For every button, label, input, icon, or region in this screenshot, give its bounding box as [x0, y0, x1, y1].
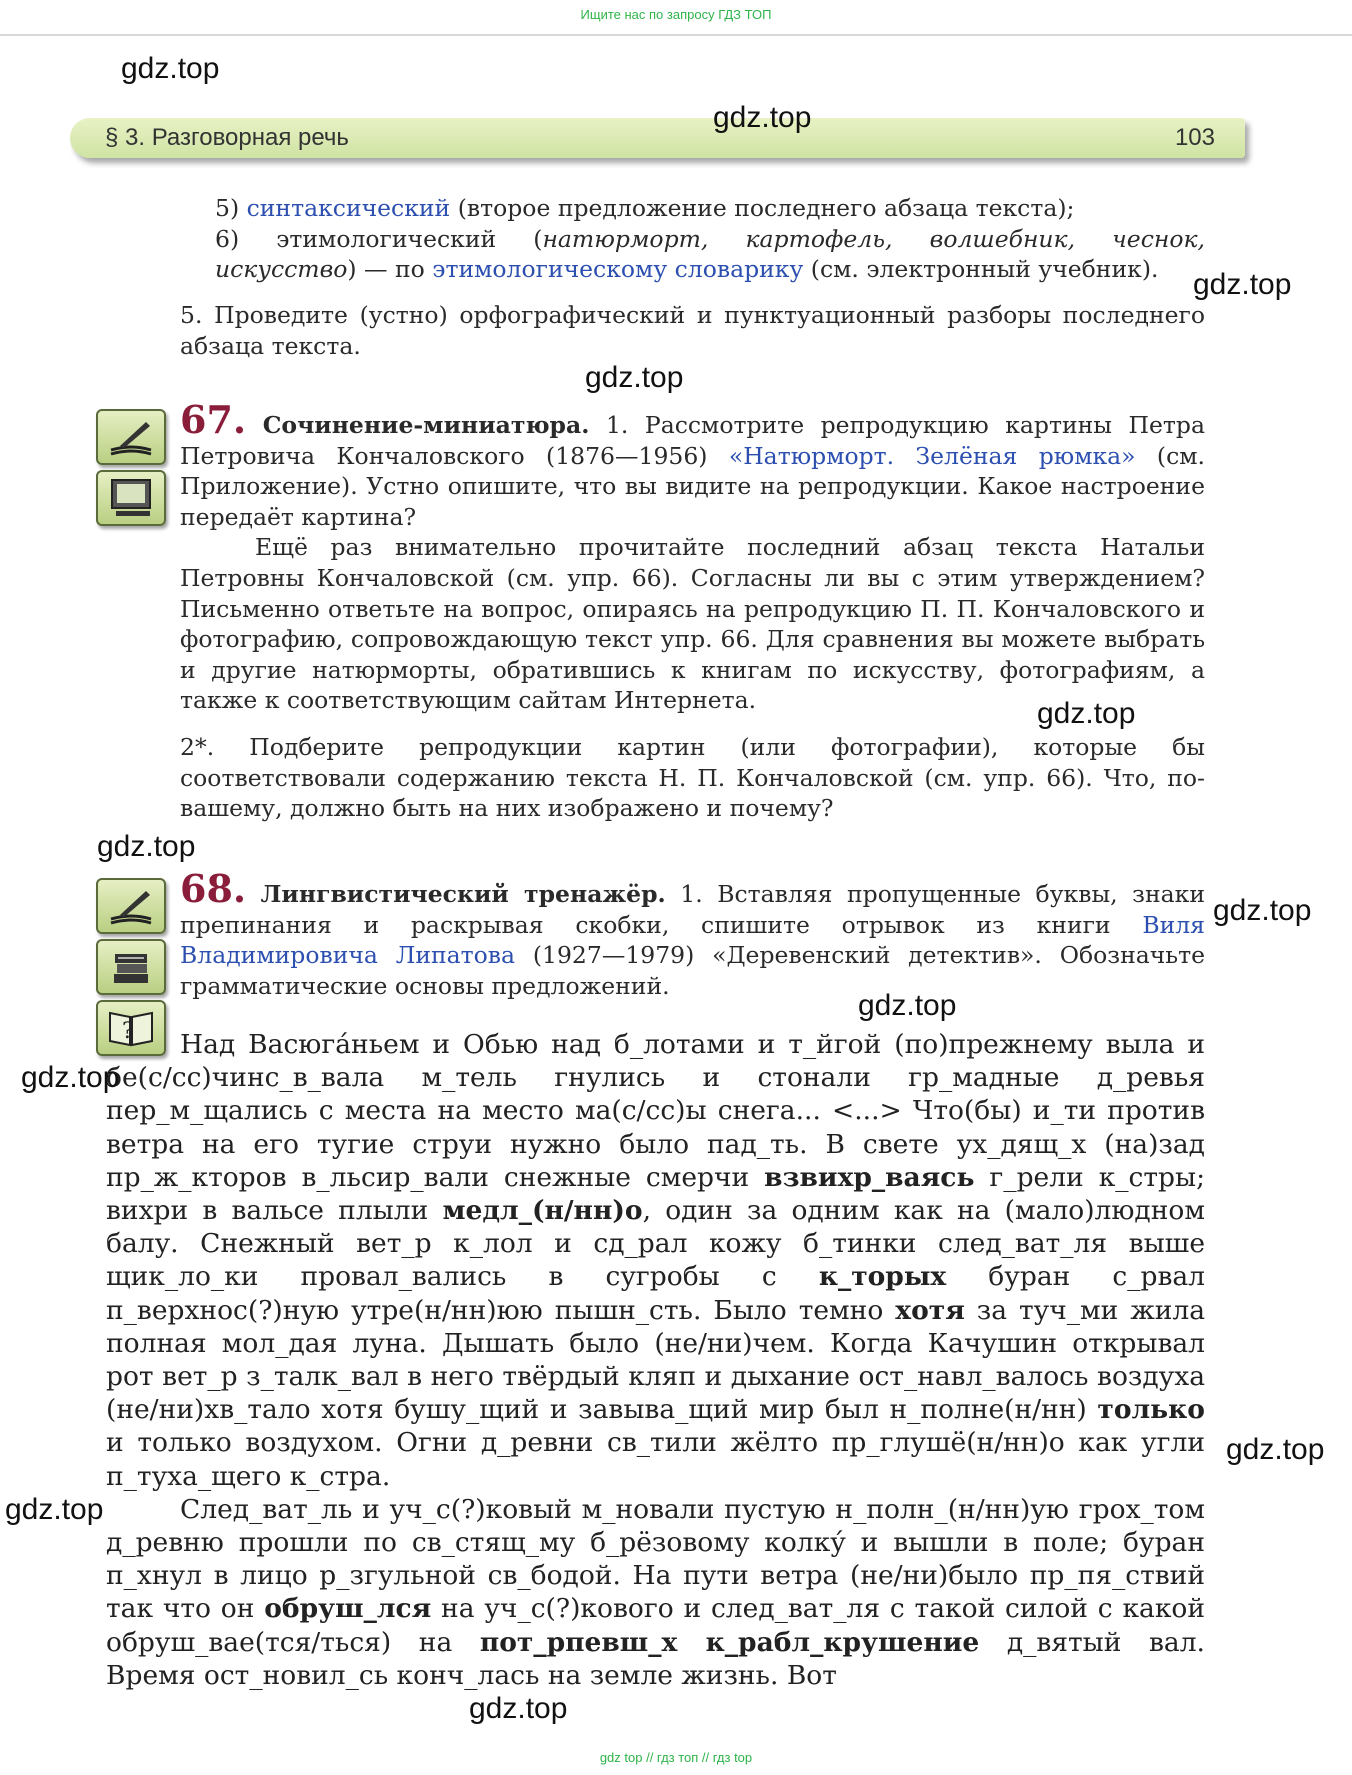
watermark: gdz.top: [21, 1061, 120, 1094]
footer-links[interactable]: gdz top // гдз топ // гдз top: [599, 1750, 753, 1765]
ex67-task2: 2*. Подберите репродукции картин (или фотографии), которые бы соответствовали содержанию текста Н. П. Кончаловской (см. упр. 66). Что, по-вашему, должно быть на них изображено и почему?: [180, 732, 1205, 823]
watermark: gdz.top: [469, 1692, 568, 1725]
watermark: gdz.top: [713, 101, 812, 134]
ex67-task1: 67. Сочинение-миниатюра. 1. Рассмотрите репродукцию картины Петра Петровича Кончаловского (1876—1956) «Натюрморт. Зелёная рюмка» (см. Приложение). Устно опишите, что вы видите на репродукции. Какое настроение передаёт картина?: [180, 397, 1205, 531]
page-number: 103: [1174, 124, 1215, 151]
dictation-text: [106, 1028, 1205, 1692]
intro-items: [215, 193, 1205, 285]
top-banner-text[interactable]: Ищите нас по запросу ГДЗ ТОП: [580, 7, 772, 22]
ex67-paragraph: Ещё раз внимательно прочитайте последний абзац текста Натальи Петровны Кончаловской (см. упр. 66). Согласны ли вы с этим утверждением? Письменно ответьте на вопрос, опираясь на репродукцию П. П. Кончаловского и фотографию, сопровождающую текст упр. 66. Для сравнения вы можете выбрать и другие натюрморты, обратившись к книгам по искусству, фотографиям, а также к соответствующим сайтам Интернета.: [180, 533, 1205, 715]
watermark: gdz.top: [1226, 1433, 1325, 1466]
section-title: § 3. Разговорная речь: [105, 124, 349, 151]
watermark: gdz.top: [121, 52, 220, 85]
section-header: [70, 118, 1245, 158]
exercise-67: [180, 397, 1205, 824]
watermark: gdz.top: [1193, 268, 1292, 301]
exercise-title: Лингвистический тренажёр.: [260, 880, 666, 908]
watermark: gdz.top: [1037, 697, 1136, 730]
link-painting[interactable]: «Натюрморт. Зелёная рюмка»: [728, 441, 1136, 470]
watermark: gdz.top: [858, 989, 957, 1022]
watermark: gdz.top: [585, 361, 684, 394]
link-syntactic[interactable]: синтаксический: [246, 194, 451, 222]
exercise-title: Сочинение-миниатюра.: [262, 411, 590, 439]
item-6: 6) этимологический (натюрморт, картофель, волшебник, чеснок, искусство) — по этимологическому словарику (см. электронный учебник).: [215, 224, 1205, 284]
writing-icon: [96, 878, 166, 934]
watermark: gdz.top: [1213, 894, 1312, 927]
task-5: 5. Проведите (устно) орфографический и пунктуационный разборы последнего абзаца текста.: [180, 301, 1205, 360]
dictation-paragraph-1: Над Васюга́ньем и Обью над б_лотами и т_йгой (по)прежнему выла и бе(с/сс)чинс_в_вала м_тель гнулись и стонали гр_мадные д_ревья пер_м_щались с места на место ма(с/сс)ы снега... <...> Что(бы) и_ти против ветра на его тугие струи нужно было пад_ть. В свете ух_дящ_х (на)зад пр_ж_кторов в_льсир_вали снежные смерчи взвихр_ваясь г_рели к_стры; вихри в вальсе плыли медл_(н/нн)о, один за одним как на (мало)людном балу. Снежный вет_р к_лол и сд_рал кожу б_тинки след_ват_ля выше щик_ло_ки провал_вались в сугробы с к_торых буран с_рвал п_верхнос(?)ную утре(н/нн)юю пышн_сть. Было темно хотя за туч_ми жила полная мол_дая луна. Дышать было (не/ни)чем. Когда Качушин открывал рот вет_р з_талк_вал в него твёрдый кляп и дыхание ост_навл_валось воздуха (не/ни)хв_тало хотя бушу_щий и завыва_щий мир был н_полне(н/нн) только и только воздухом. Огни д_ревни св_тили жёлто пр_глушё(н/нн)о как угли п_туха_щего к_стра.: [106, 1029, 1206, 1492]
watermark: gdz.top: [5, 1493, 104, 1526]
exercise-number: 67.: [180, 397, 247, 442]
books-icon: [96, 939, 166, 995]
top-banner[interactable]: [0, 0, 1352, 36]
dictation-paragraph-2: След_ват_ль и уч_с(?)ковый м_новали пустую н_полн_(н/нн)ую грох_том д_ревню прошли по св_стящ_му б_рёзовому колку́ и вышли в поле; буран п_хнул в лицо р_згульной св_бодой. На пути ветра (не/ни)было пр_пя_ствий так что он обруш_лся на уч_с(?)кового и след_ват_ля с такой силой с какой обруш_вае(тся/ться) на пот_рпевш_х к_рабл_крушение д_вятый вал. Время ост_новил_сь конч_лась на земле жизнь. Вот: [106, 1493, 1205, 1691]
link-etymology-dictionary[interactable]: этимологическому словарику: [432, 255, 804, 284]
svg-text:?: ?: [122, 1019, 134, 1044]
exercise-68: 68. Лингвистический тренажёр. 1. Вставляя пропущенные буквы, знаки препинания и раскрывая скобки, спишите отрывок из книги Виля Владимировича Липатова (1927—1979) «Деревенский детектив». Обозначьте грамматические основы предложений.: [180, 866, 1205, 1000]
writing-icon: [96, 409, 166, 465]
item-5: 5) синтаксический (второе предложение последнего абзаца текста);: [215, 194, 1075, 222]
watermark: gdz.top: [97, 830, 196, 863]
link-author[interactable]: Виля Владимировича Липатова: [180, 910, 1205, 970]
computer-icon: [96, 470, 166, 526]
exercise-number: 68.: [180, 866, 247, 911]
